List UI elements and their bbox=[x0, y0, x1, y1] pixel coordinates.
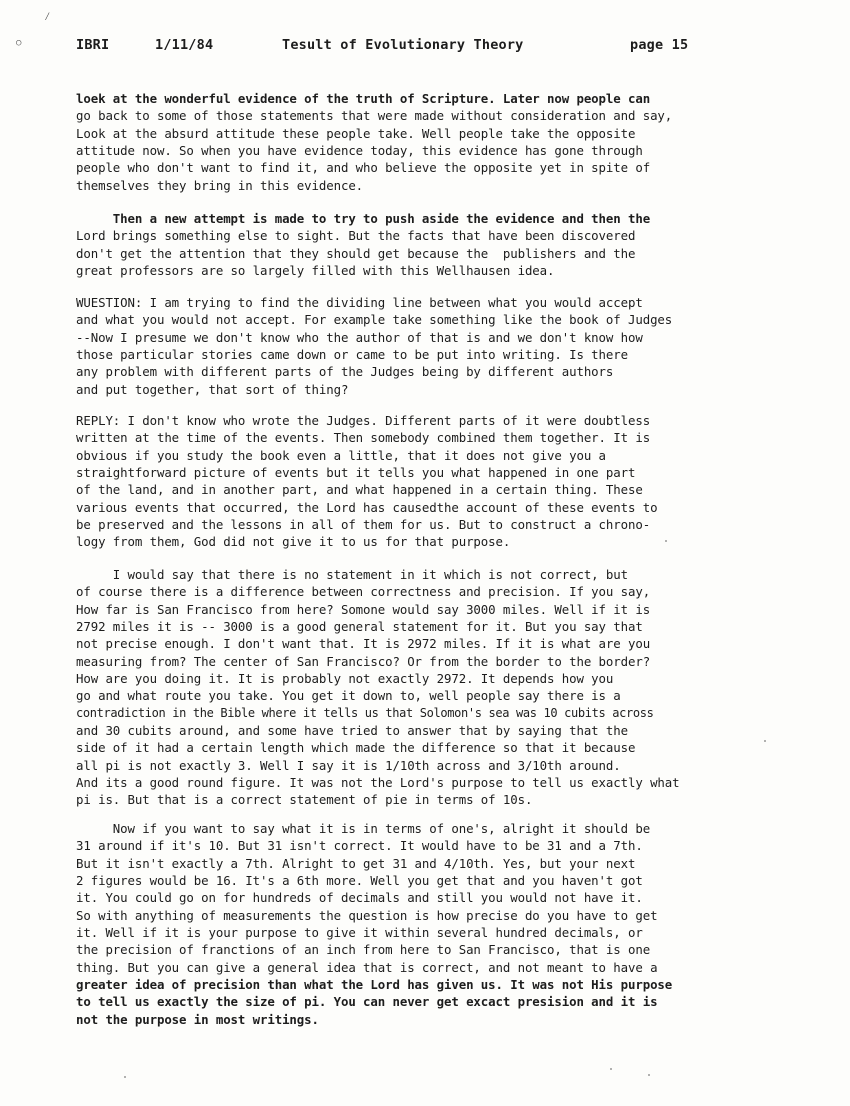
text-line: logy from them, God did not give it to us for that purpose. bbox=[76, 534, 511, 550]
header-page-number: page 15 bbox=[630, 37, 689, 53]
text-line: straightforward picture of events but it tells you what happened in one part bbox=[76, 465, 636, 481]
text-line: measuring from? The center of San Francisco? Or from the border to the border? bbox=[76, 653, 651, 669]
header-date: 1/11/84 bbox=[155, 37, 214, 53]
text-line: not the purpose in most writings. bbox=[76, 1011, 319, 1027]
text-line: it. You could go on for hundreds of decimals and still you would not have it. bbox=[76, 890, 643, 906]
text-line: --Now I presume we don't know who the author of that is and we don't know how bbox=[76, 329, 643, 345]
text-line: go back to some of those statements that were made without consideration and say, bbox=[76, 108, 673, 124]
text-line: But it isn't exactly a 7th. Alright to get 31 and 4/10th. Yes, but your next bbox=[76, 855, 636, 871]
question-paragraph bbox=[76, 294, 672, 398]
text-line: obvious if you study the book even a little, that it does not give you a bbox=[76, 447, 606, 463]
text-line: and 30 cubits around, and some have tried to answer that by saying that the bbox=[76, 723, 628, 739]
text-line: I would say that there is no statement in it which is not correct, but bbox=[76, 567, 628, 582]
text-line: go and what route you take. You get it down to, well people say there is a bbox=[76, 688, 621, 704]
text-line: How are you doing it. It is probably not exactly 2972. It depends how you bbox=[76, 671, 614, 687]
text-line: and put together, that sort of thing? bbox=[76, 381, 349, 397]
text-line: contradiction in the Bible where it tells us that Solomon's sea was 10 cubits across bbox=[76, 705, 654, 720]
paragraph-1 bbox=[76, 90, 672, 194]
paragraph-5 bbox=[76, 566, 680, 809]
text-line: those particular stories came down or came to be put into writing. Is there bbox=[76, 347, 628, 363]
text-line: Look at the absurd attitude these people take. Well people take the opposite bbox=[76, 125, 636, 141]
text-line: thing. But you can give a general idea that is correct, and not meant to have a bbox=[76, 959, 658, 975]
text-line: loek at the wonderful evidence of the truth of Scripture. Later now people can bbox=[76, 91, 651, 106]
paragraph-2 bbox=[76, 210, 650, 279]
text-line: great professors are so largely filled with this Wellhausen idea. bbox=[76, 263, 555, 279]
text-line: 31 around if it's 10. But 31 isn't correct. It would have to be 31 and a 7th. bbox=[76, 838, 643, 854]
text-line: And its a good round figure. It was not the Lord's purpose to tell us exactly what bbox=[76, 775, 680, 791]
text-line: and what you would not accept. For example take something like the book of Judges bbox=[76, 312, 673, 328]
text-line: people who don't want to find it, and who believe the opposite yet in spite of bbox=[76, 160, 651, 176]
header-org: IBRI bbox=[76, 37, 110, 53]
text-line: 2792 miles it is -- 3000 is a good general statement for it. But you say that bbox=[76, 619, 643, 635]
text-line: the precision of franctions of an inch from here to San Francisco, that is one bbox=[76, 942, 651, 958]
text-line: 2 figures would be 16. It's a 6th more. Well you get that and you haven't got bbox=[76, 873, 643, 889]
text-line: Lord brings something else to sight. But the facts that have been discovered bbox=[76, 228, 636, 244]
text-line: written at the time of the events. Then somebody combined them together. It is bbox=[76, 430, 651, 446]
text-line: any problem with different parts of the Judges being by different authors bbox=[76, 364, 614, 380]
paragraph-6 bbox=[76, 820, 672, 1028]
scan-speck bbox=[665, 540, 667, 542]
text-line: side of it had a certain length which made the difference so that it because bbox=[76, 740, 636, 756]
text-line: of course there is a difference between correctness and precision. If you say, bbox=[76, 584, 651, 600]
text-line: it. Well if it is your purpose to give it within several hundred decimals, or bbox=[76, 925, 643, 941]
text-line: various events that occurred, the Lord has causedthe account of these events to bbox=[76, 499, 658, 515]
text-line: Now if you want to say what it is in terms of one's, alright it should be bbox=[76, 821, 651, 836]
scan-speck bbox=[124, 1076, 126, 1078]
text-line: of the land, and in another part, and what happened in a certain thing. These bbox=[76, 482, 643, 498]
scan-speck bbox=[610, 1068, 612, 1070]
text-line: So with anything of measurements the question is how precise do you have to get bbox=[76, 907, 658, 923]
text-line: themselves they bring in this evidence. bbox=[76, 177, 364, 193]
scan-speck bbox=[648, 1074, 650, 1076]
reply-paragraph bbox=[76, 412, 657, 551]
text-line: to tell us exactly the size of pi. You can never get excact presision and it is bbox=[76, 994, 658, 1010]
text-line: greater idea of precision than what the Lord has given us. It was not His purpose bbox=[76, 977, 673, 993]
text-line: Then a new attempt is made to try to push aside the evidence and then the bbox=[76, 211, 651, 226]
text-line: all pi is not exactly 3. Well I say it is 1/10th across and 3/10th around. bbox=[76, 757, 621, 773]
pen-mark: ⁄ bbox=[44, 10, 51, 23]
text-line: pi is. But that is a correct statement of pie in terms of 10s. bbox=[76, 792, 533, 808]
punch-hole-mark: ○ bbox=[16, 38, 22, 48]
text-line: don't get the attention that they should get because the publishers and the bbox=[76, 245, 636, 261]
text-line: How far is San Francisco from here? Somone would say 3000 miles. Well if it is bbox=[76, 601, 651, 617]
text-line: be preserved and the lessons in all of them for us. But to construct a chrono- bbox=[76, 517, 651, 533]
text-line: REPLY: I don't know who wrote the Judges. Different parts of it were doubtless bbox=[76, 413, 651, 428]
text-line: attitude now. So when you have evidence today, this evidence has gone through bbox=[76, 143, 643, 159]
text-line: not precise enough. I don't want that. It is 2972 miles. If it is what are you bbox=[76, 636, 651, 652]
text-line: WUESTION: I am trying to find the dividing line between what you would accept bbox=[76, 295, 643, 310]
header-title: Tesult of Evolutionary Theory bbox=[282, 37, 524, 53]
scan-speck bbox=[764, 740, 766, 742]
